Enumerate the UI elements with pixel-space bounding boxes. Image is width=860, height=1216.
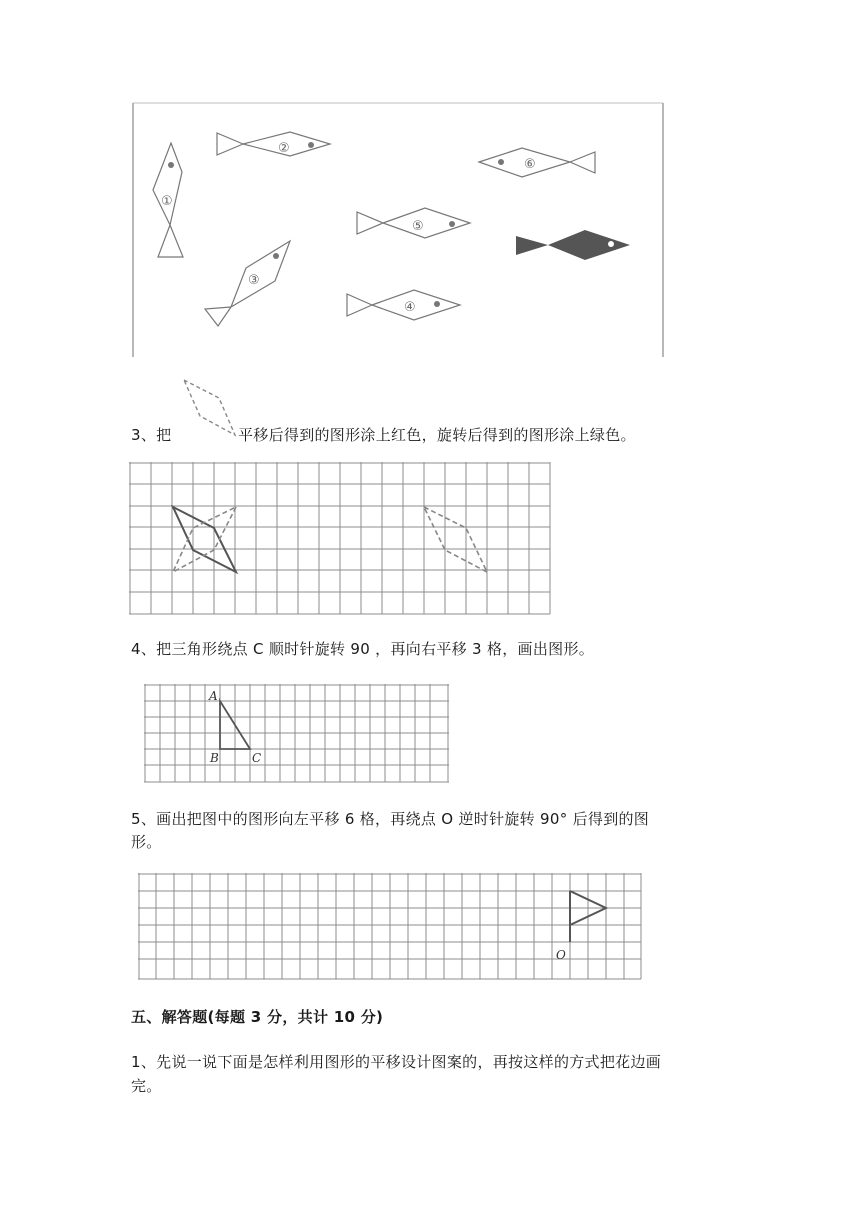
fish-1-label: ① bbox=[161, 194, 173, 209]
q5-grid bbox=[138, 873, 641, 979]
fish-figure bbox=[0, 0, 860, 380]
fish-2 bbox=[217, 132, 330, 156]
section-5-heading: 五、解答题(每题 3 分，共计 10 分) bbox=[131, 1008, 384, 1026]
q3-grid bbox=[129, 462, 550, 614]
q3-prefix: 3、把 bbox=[131, 426, 172, 444]
q4-point-a: A bbox=[209, 689, 218, 703]
fish-2-label: ② bbox=[278, 141, 290, 156]
q5-line1: 5、画出把图中的图形向左平移 6 格，再绕点 O 逆时针旋转 90° 后得到的图 bbox=[131, 810, 650, 828]
q4-point-c: C bbox=[252, 751, 262, 765]
q5-1-line2: 完。 bbox=[131, 1077, 162, 1095]
fish-5-label: ⑤ bbox=[412, 219, 424, 234]
q4-point-b: B bbox=[210, 751, 219, 765]
fish-6-label: ⑥ bbox=[524, 157, 536, 172]
fish-3-label: ③ bbox=[248, 273, 260, 288]
q3-suffix: 平移后得到的图形涂上红色，旋转后得到的图形涂上绿色。 bbox=[238, 426, 636, 444]
q3-inline-shape bbox=[180, 378, 240, 440]
q3-grid-figure bbox=[129, 462, 551, 616]
q4-grid-figure bbox=[144, 684, 450, 784]
q5-point-o: O bbox=[556, 948, 566, 962]
q3-dashed-rhombus-translated bbox=[424, 507, 487, 572]
q5-grid-figure bbox=[138, 873, 642, 983]
q5-line2: 形。 bbox=[131, 833, 162, 851]
fish-6 bbox=[479, 148, 595, 177]
q5-1-line1: 1、先说一说下面是怎样利用图形的平移设计图案的，再按这样的方式把花边画 bbox=[131, 1053, 662, 1071]
q4-text: 4、把三角形绕点 C 顺时针旋转 90 ，再向右平移 3 格，画出图形。 bbox=[131, 640, 595, 658]
fish-filled bbox=[516, 230, 630, 260]
q3-solid-rhombus bbox=[173, 507, 236, 572]
q4-grid bbox=[144, 684, 449, 782]
q3-dashed-rhombus-rotated bbox=[173, 507, 236, 572]
fish-4-label: ④ bbox=[404, 300, 416, 315]
